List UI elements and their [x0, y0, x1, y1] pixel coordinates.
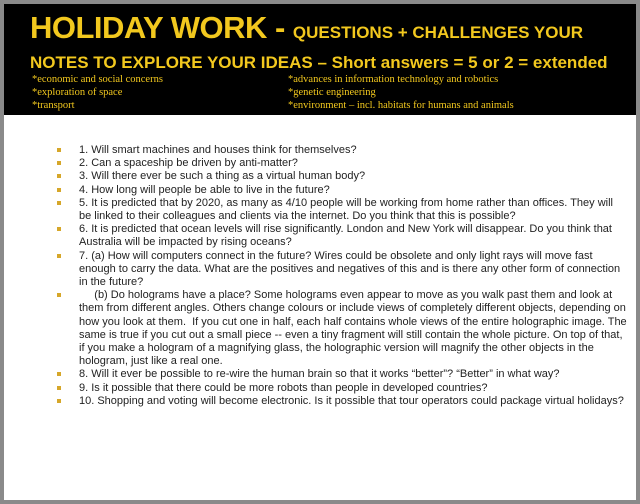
question-text: 5. It is predicted that by 2020, as many as 4/10 people will be working from home rather than offices. They will be linked to their colleagues and clients via the internet. Do you think that this is possible? — [79, 196, 613, 223]
list-item — [54, 170, 628, 183]
topic-right-2: *genetic engineering — [288, 87, 376, 98]
bullet-icon — [57, 386, 61, 390]
question-text: 8. Will it ever be possible to re-wire the human brain so that it works “better”? “Better” in what way? — [79, 368, 560, 381]
title-rest: QUESTIONS + CHALLENGES YOUR — [292, 23, 584, 42]
topic-right-3: *environment – incl. habitats for humans and animals — [288, 100, 514, 111]
question-text: 10. Shopping and voting will become electronic. Is it possible that tour operators could package virtual holidays? — [79, 394, 624, 407]
list-item — [54, 197, 628, 223]
list-item — [54, 157, 628, 170]
topic-left-2: *exploration of space — [32, 87, 123, 98]
question-text: 3. Will there ever be such a thing as a virtual human body? — [79, 170, 366, 183]
question-text: 2. Can a spaceship be driven by anti-matter? — [79, 157, 298, 170]
bullet-icon — [57, 174, 61, 178]
topic-right-1: *advances in information technology and robotics — [288, 74, 499, 85]
question-text: 4. How long will people be able to live in the future? — [79, 183, 330, 196]
bullet-icon — [57, 372, 61, 376]
question-text: 9. Is it possible that there could be more robots than people in developed countries? — [79, 381, 488, 394]
title-main: HOLIDAY WORK - — [30, 10, 293, 45]
bullet-icon — [57, 293, 61, 297]
list-item — [54, 395, 628, 408]
topic-left-3: *transport — [32, 100, 75, 111]
list-item — [54, 144, 628, 157]
list-item — [54, 289, 628, 368]
question-text: 1. Will smart machines and houses think for themselves? — [79, 144, 357, 156]
question-text: (b) Do holograms have a place? Some holograms even appear to move as you walk past them and look at them from different angles. Others change colours or include views of completely different objects, depending on how you look at them. If you cut one in half, each half contains whole views of the entire holographic image. The same is true if you cut out a small piece -- even a tiny fragment will still contain the whole picture. On top of that, if you make a hologram of a magnifying glass, the holographic version will magnify the other objects in the hologram, just like a real one. — [79, 289, 630, 368]
bullet-icon — [57, 161, 61, 165]
question-text: 7. (a) How will computers connect in the future? Wires could be obsolete and only light rays will move fast enough to carry the data. What are the positives and negatives of this and is there any other form of connection in the future? — [79, 249, 621, 289]
list-item — [54, 184, 628, 197]
bullet-icon — [57, 188, 61, 192]
question-text: 6. It is predicted that ocean levels will rise significantly. London and New York will disappear. Do you think that Australia will be impacted by rising oceans? — [79, 223, 612, 249]
list-item — [54, 223, 628, 249]
question-list — [54, 144, 628, 408]
bullet-icon — [57, 148, 61, 152]
bullet-icon — [57, 254, 61, 258]
header-banner — [4, 4, 636, 115]
bullet-icon — [57, 227, 61, 231]
bullet-icon — [57, 399, 61, 403]
bullet-icon — [57, 201, 61, 205]
page-title — [30, 10, 583, 46]
list-item — [54, 382, 628, 395]
list-item — [54, 368, 628, 381]
topic-left-1: *economic and social concerns — [32, 74, 163, 85]
subtitle: NOTES TO EXPLORE YOUR IDEAS – Short answers = 5 or 2 = extended — [30, 53, 608, 72]
list-item — [54, 250, 628, 290]
slide — [4, 4, 636, 500]
